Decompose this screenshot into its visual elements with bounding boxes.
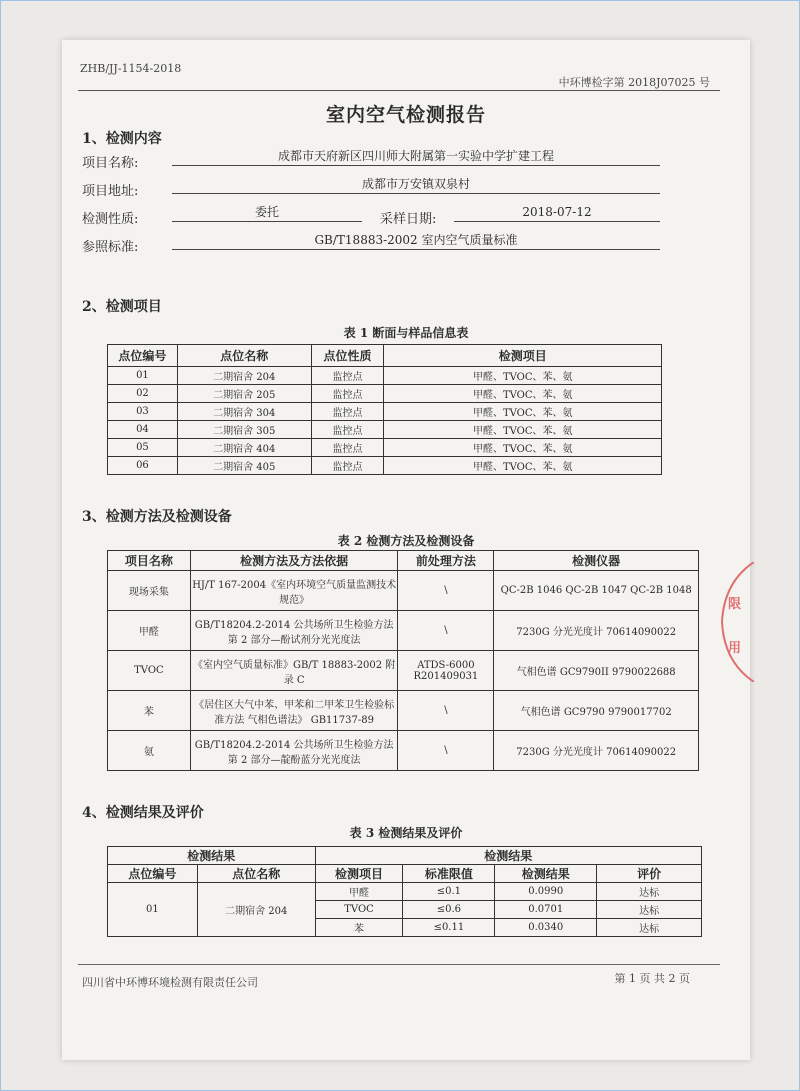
table3-group-row: [108, 847, 702, 865]
table-cell: 达标: [597, 883, 702, 901]
project-name-label: 项目名称:: [82, 156, 139, 171]
table-cell: ≤0.11: [403, 919, 495, 937]
table-cell: 监控点: [311, 403, 384, 421]
report-number: 中环博检字第 2018J07025 号: [558, 76, 710, 89]
section3-heading: 3、检测方法及检测设备: [82, 509, 232, 525]
table1-header-row: [108, 345, 662, 367]
table-cell: 03: [108, 403, 178, 421]
table-row: [108, 457, 662, 475]
table-cell: 0.0340: [495, 919, 597, 937]
table2-header-cell: 检测仪器: [494, 551, 699, 571]
svg-text:用: 用: [728, 641, 742, 656]
table-cell: 0.0990: [495, 883, 597, 901]
report-title: 室内空气检测报告: [325, 104, 486, 126]
test-type-label: 检测性质:: [82, 212, 139, 227]
table-cell: 甲醛、TVOC、苯、氨: [384, 403, 662, 421]
table-cell: 二期宿舍 205: [177, 385, 311, 403]
section1-heading: 1、检测内容: [82, 131, 162, 147]
table1-caption: 表 1 断面与样品信息表: [343, 326, 469, 340]
section2-heading: 2、检测项目: [82, 299, 162, 315]
table2-header-cell: 前处理方法: [398, 551, 494, 571]
table-cell: 0.0701: [495, 901, 597, 919]
table3-header-cell: 点位编号: [108, 865, 198, 883]
table-row: [108, 439, 662, 457]
table-cell: 达标: [597, 919, 702, 937]
table3-header-cell: 评价: [597, 865, 702, 883]
table-cell: ≤0.6: [403, 901, 495, 919]
table-cell: QC-2B 1046 QC-2B 1047 QC-2B 1048: [494, 571, 699, 611]
project-name-value: 成都市天府新区四川师大附属第一实验中学扩建工程: [172, 148, 660, 166]
section4-heading: 4、检测结果及评价: [82, 805, 204, 821]
reference-standard-label: 参照标准:: [82, 240, 139, 255]
table-cell: 甲醛、TVOC、苯、氨: [384, 367, 662, 385]
table-cell: TVOC: [108, 651, 191, 691]
table-cell: 现场采集: [108, 571, 191, 611]
table-cell: 04: [108, 421, 178, 439]
table-row: [108, 651, 699, 691]
table-cell: 甲醛、TVOC、苯、氨: [384, 439, 662, 457]
point-id-cell: 01: [108, 883, 198, 937]
table2-header-row: [108, 551, 699, 571]
red-seal-stamp: [714, 562, 754, 682]
table-row: [108, 403, 662, 421]
table-cell: ≤0.1: [403, 883, 495, 901]
table1: [107, 344, 662, 475]
table-cell: 06: [108, 457, 178, 475]
table-cell: 监控点: [311, 421, 384, 439]
table-cell: 甲醛、TVOC、苯、氨: [384, 421, 662, 439]
project-address-label: 项目地址:: [82, 184, 139, 199]
table-cell: \: [398, 731, 494, 771]
sampling-date-value: 2018-07-12: [454, 204, 660, 222]
table-cell: GB/T18204.2-2014 公共场所卫生检验方法 第 2 部分—靛酚蓝分光光度法: [190, 731, 398, 771]
table-cell: 苯: [108, 691, 191, 731]
company-name: 四川省中环博环境检测有限责任公司: [82, 976, 258, 989]
table3-header-cell: 检测项目: [315, 865, 403, 883]
table-row: [108, 731, 699, 771]
test-type-value: 委托: [172, 204, 362, 222]
report-page: [62, 40, 750, 1060]
table2: [107, 550, 699, 771]
table2-header-cell: 项目名称: [108, 551, 191, 571]
table1-header-cell: 检测项目: [384, 345, 662, 367]
table-cell: 二期宿舍 204: [177, 367, 311, 385]
table-cell: 《居住区大气中苯、甲苯和二甲苯卫生检验标准方法 气相色谱法》 GB11737-89: [190, 691, 398, 731]
table-cell: TVOC: [315, 901, 403, 919]
table-cell: 二期宿舍 304: [177, 403, 311, 421]
header-rule: [78, 90, 720, 91]
table2-header-cell: 检测方法及方法依据: [190, 551, 398, 571]
table-cell: 《室内空气质量标准》GB/T 18883-2002 附录 C: [190, 651, 398, 691]
table-cell: 甲醛: [108, 611, 191, 651]
table-cell: 02: [108, 385, 178, 403]
table3: [107, 846, 702, 937]
table2-caption: 表 2 检测方法及检测设备: [337, 534, 475, 548]
table-cell: 气相色谱 GC9790 9790017702: [494, 691, 699, 731]
table-cell: 监控点: [311, 457, 384, 475]
point-name-cell: 二期宿舍 204: [197, 883, 315, 937]
table-row: [108, 421, 662, 439]
table-cell: 01: [108, 367, 178, 385]
reference-standard-value: GB/T18883-2002 室内空气质量标准: [172, 232, 660, 250]
table-cell: GB/T18204.2-2014 公共场所卫生检验方法 第 2 部分—酚试剂分光光度法: [190, 611, 398, 651]
document-code: ZHB/JJ-1154-2018: [80, 62, 182, 75]
table3-header-row: [108, 865, 702, 883]
svg-text:限: 限: [728, 597, 742, 612]
table-cell: 氨: [108, 731, 191, 771]
table3-header-cell: 点位名称: [197, 865, 315, 883]
seal-mark-icon: [714, 562, 754, 682]
table-cell: 甲醛、TVOC、苯、氨: [384, 385, 662, 403]
table-cell: 二期宿舍 305: [177, 421, 311, 439]
table-cell: 二期宿舍 404: [177, 439, 311, 457]
table-cell: 气相色谱 GC9790II 9790022688: [494, 651, 699, 691]
table-cell: 甲醛、TVOC、苯、氨: [384, 457, 662, 475]
table3-group-left: 检测结果: [108, 847, 316, 865]
table-cell: 苯: [315, 919, 403, 937]
project-address-value: 成都市万安镇双泉村: [172, 176, 660, 194]
table-cell: 05: [108, 439, 178, 457]
table3-group-right: 检测结果: [315, 847, 701, 865]
page-indicator: 第 1 页 共 2 页: [614, 972, 690, 985]
table-cell: 二期宿舍 405: [177, 457, 311, 475]
table-cell: ATDS-6000 R201409031: [398, 651, 494, 691]
table-row: [108, 367, 662, 385]
table1-header-cell: 点位名称: [177, 345, 311, 367]
table-cell: 7230G 分光光度计 70614090022: [494, 611, 699, 651]
table3-header-cell: 标准限值: [403, 865, 495, 883]
table-cell: 达标: [597, 901, 702, 919]
table-cell: 监控点: [311, 385, 384, 403]
table-row: [108, 385, 662, 403]
table-cell: \: [398, 571, 494, 611]
table-cell: 7230G 分光光度计 70614090022: [494, 731, 699, 771]
table-cell: 监控点: [311, 367, 384, 385]
table-row: [108, 611, 699, 651]
table3-header-cell: 检测结果: [495, 865, 597, 883]
table1-header-cell: 点位编号: [108, 345, 178, 367]
table3-caption: 表 3 检测结果及评价: [349, 826, 463, 840]
footer-rule: [78, 964, 720, 965]
table-row: [108, 691, 699, 731]
table-cell: 监控点: [311, 439, 384, 457]
table-cell: \: [398, 611, 494, 651]
table-cell: HJ/T 167-2004《室内环境空气质量监测技术规范》: [190, 571, 398, 611]
table-cell: 甲醛: [315, 883, 403, 901]
table-cell: \: [398, 691, 494, 731]
table-row: [108, 571, 699, 611]
table1-header-cell: 点位性质: [311, 345, 384, 367]
sampling-date-label: 采样日期:: [380, 212, 437, 227]
table-row: [108, 883, 702, 901]
